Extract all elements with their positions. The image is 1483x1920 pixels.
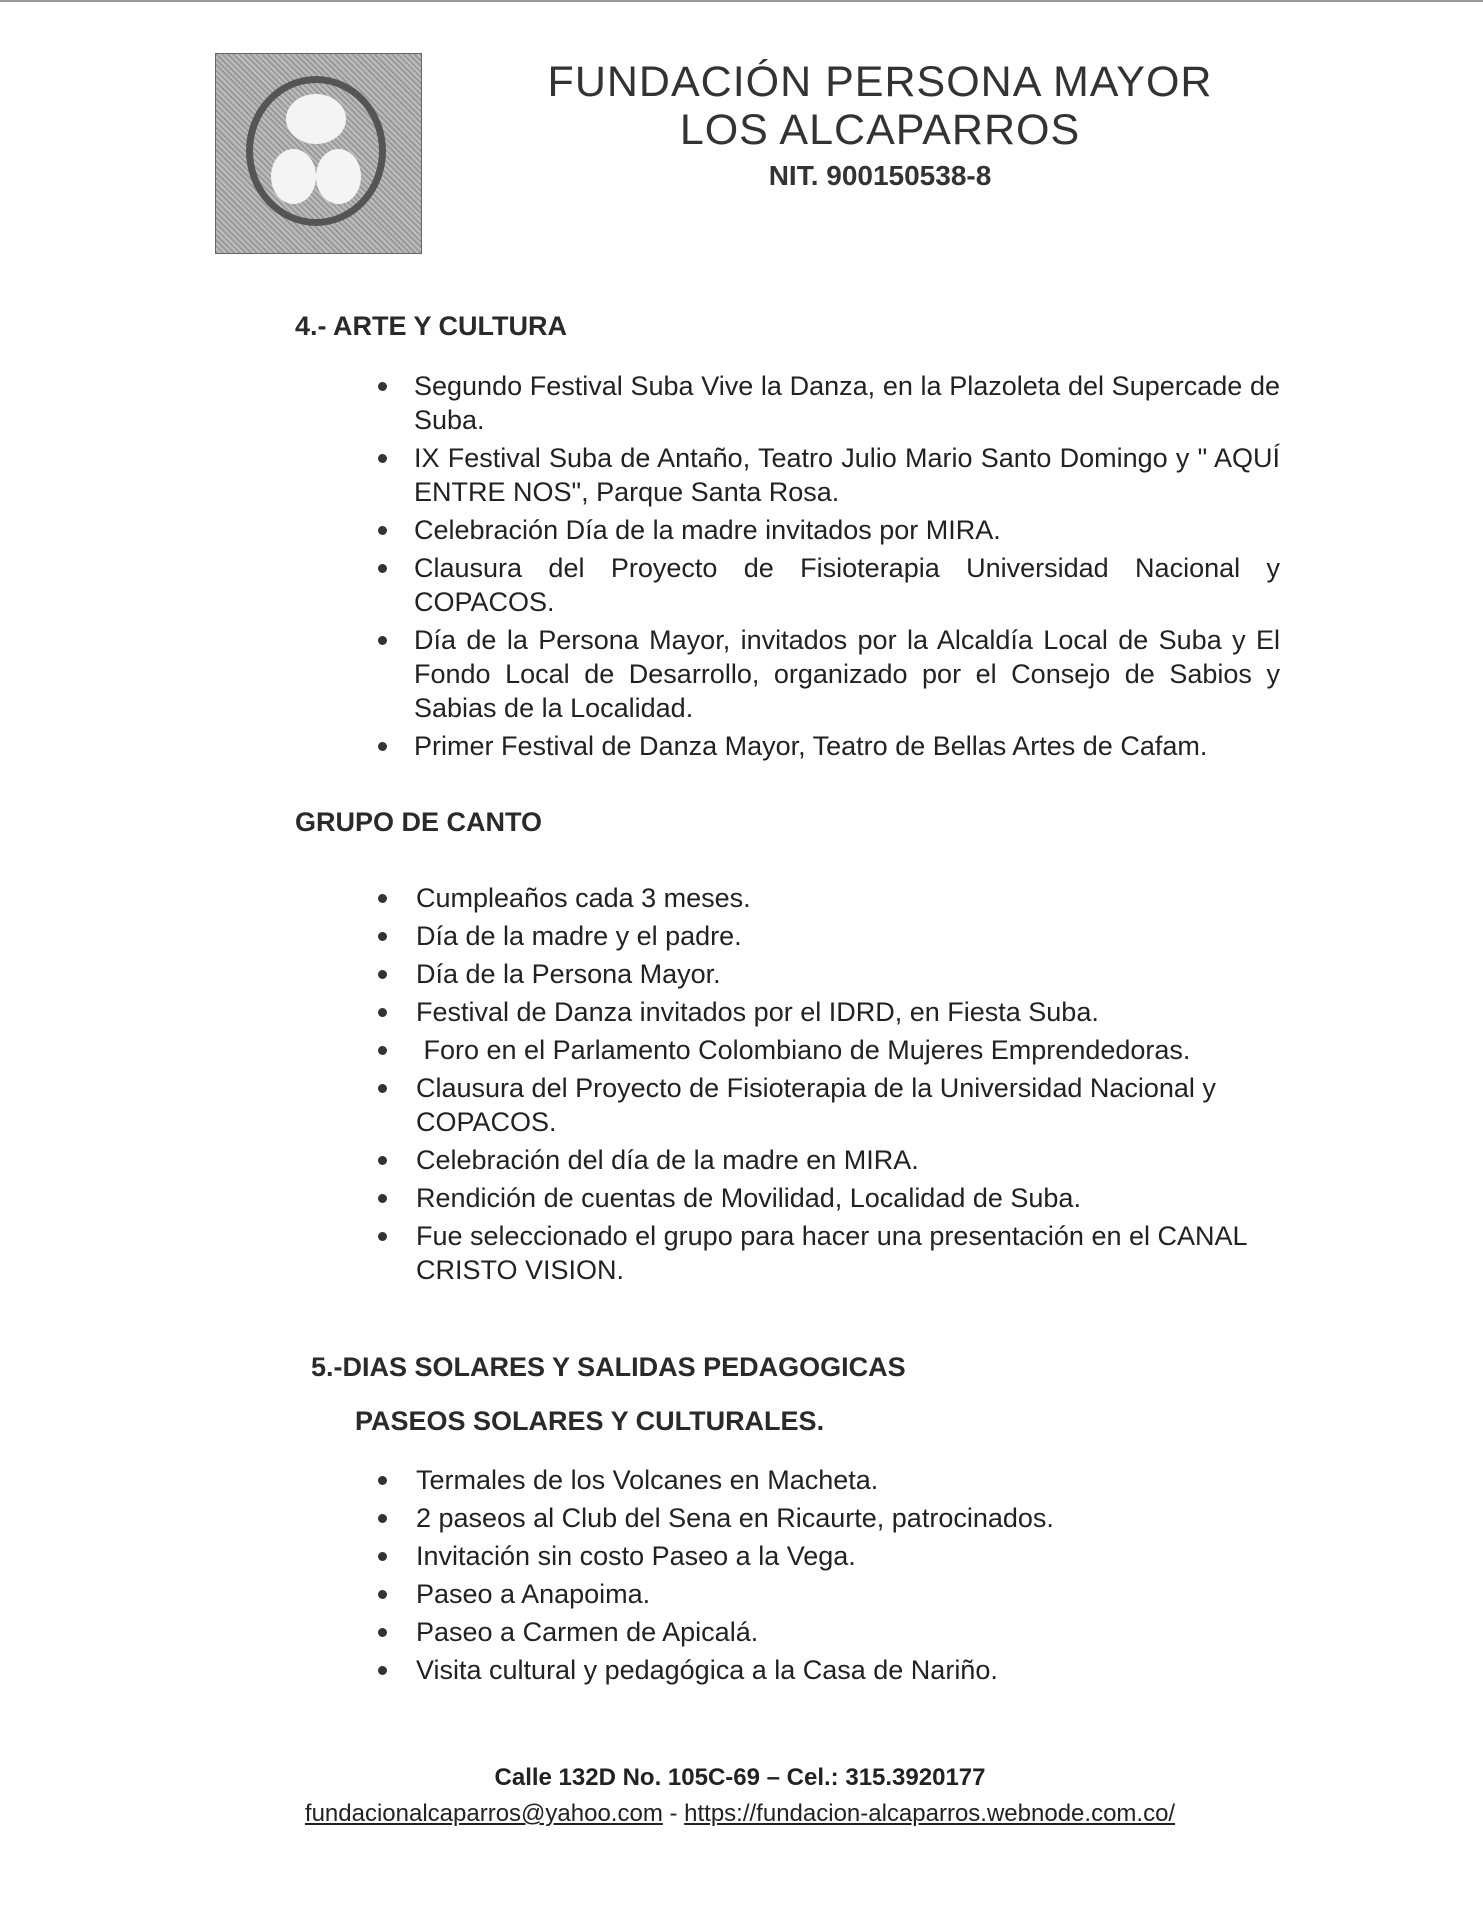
section-heading: 4.- ARTE Y CULTURA: [295, 311, 568, 341]
section-heading: GRUPO DE CANTO: [295, 807, 543, 837]
org-title: FUNDACIÓN PERSONA MAYOR: [547, 58, 1213, 106]
list-item: Clausura del Proyecto de Fisioterapia Universidad Nacional y COPACOS.: [378, 551, 1280, 619]
list-item: IX Festival Suba de Antaño, Teatro Julio Mario Santo Domingo y " AQUÍ ENTRE NOS", Parque Santa Rosa.: [378, 441, 1280, 509]
paseos-list: [378, 1463, 1278, 1691]
list-item: Foro en el Parlamento Colombiano de Mujeres Emprendedoras.: [378, 1033, 1278, 1067]
list-item: Día de la madre y el padre.: [378, 919, 1278, 953]
list-item: Paseo a Carmen de Apicalá.: [378, 1615, 1278, 1649]
list-item: Rendición de cuentas de Movilidad, Localidad de Suba.: [378, 1181, 1278, 1215]
list-item: Festival de Danza invitados por el IDRD, en Fiesta Suba.: [378, 995, 1278, 1029]
list-item: Termales de los Volcanes en Macheta.: [378, 1463, 1278, 1497]
list-item: Visita cultural y pedagógica a la Casa de Nariño.: [378, 1653, 1278, 1687]
arte-cultura-list: [378, 369, 1280, 767]
list-item: Cumpleaños cada 3 meses.: [378, 881, 1278, 915]
logo-petal: [271, 149, 316, 204]
section-subheading: PASEOS SOLARES Y CULTURALES.: [355, 1406, 825, 1436]
org-subtitle: LOS ALCAPARROS: [679, 106, 1081, 154]
footer-separator: -: [662, 1800, 685, 1827]
list-item: Paseo a Anapoima.: [378, 1577, 1278, 1611]
page-edge: [0, 0, 1483, 2]
foundation-logo: [215, 53, 422, 254]
org-nit: NIT. 900150538-8: [768, 160, 992, 191]
website-link[interactable]: https://fundacion-alcaparros.webnode.com.co/: [684, 1800, 1176, 1827]
list-item: Clausura del Proyecto de Fisioterapia de la Universidad Nacional y COPACOS.: [378, 1071, 1278, 1139]
section-heading: 5.-DIAS SOLARES Y SALIDAS PEDAGOGICAS: [311, 1352, 906, 1382]
logo-petal: [286, 94, 346, 144]
email-link[interactable]: fundacionalcaparros@yahoo.com: [304, 1800, 663, 1827]
list-item: Primer Festival de Danza Mayor, Teatro de Bellas Artes de Cafam.: [378, 729, 1280, 763]
list-item: Segundo Festival Suba Vive la Danza, en la Plazoleta del Supercade de Suba.: [378, 369, 1280, 437]
list-item: Celebración del día de la madre en MIRA.: [378, 1143, 1278, 1177]
list-item: Día de la Persona Mayor, invitados por la Alcaldía Local de Suba y El Fondo Local de Desarrollo, organizado por el Consejo de Sabios y Sabias de la Localidad.: [378, 623, 1280, 725]
footer-contacts: [240, 1800, 1240, 1828]
grupo-canto-list: [378, 881, 1278, 1291]
list-item: Invitación sin costo Paseo a la Vega.: [378, 1539, 1278, 1573]
footer-address: Calle 132D No. 105C-69 – Cel.: 315.3920177: [494, 1764, 986, 1791]
list-item: Celebración Día de la madre invitados por MIRA.: [378, 513, 1280, 547]
list-item: 2 paseos al Club del Sena en Ricaurte, patrocinados.: [378, 1501, 1278, 1535]
list-item: Día de la Persona Mayor.: [378, 957, 1278, 991]
logo-petal: [316, 149, 361, 204]
list-item: Fue seleccionado el grupo para hacer una presentación en el CANAL CRISTO VISION.: [378, 1219, 1278, 1287]
